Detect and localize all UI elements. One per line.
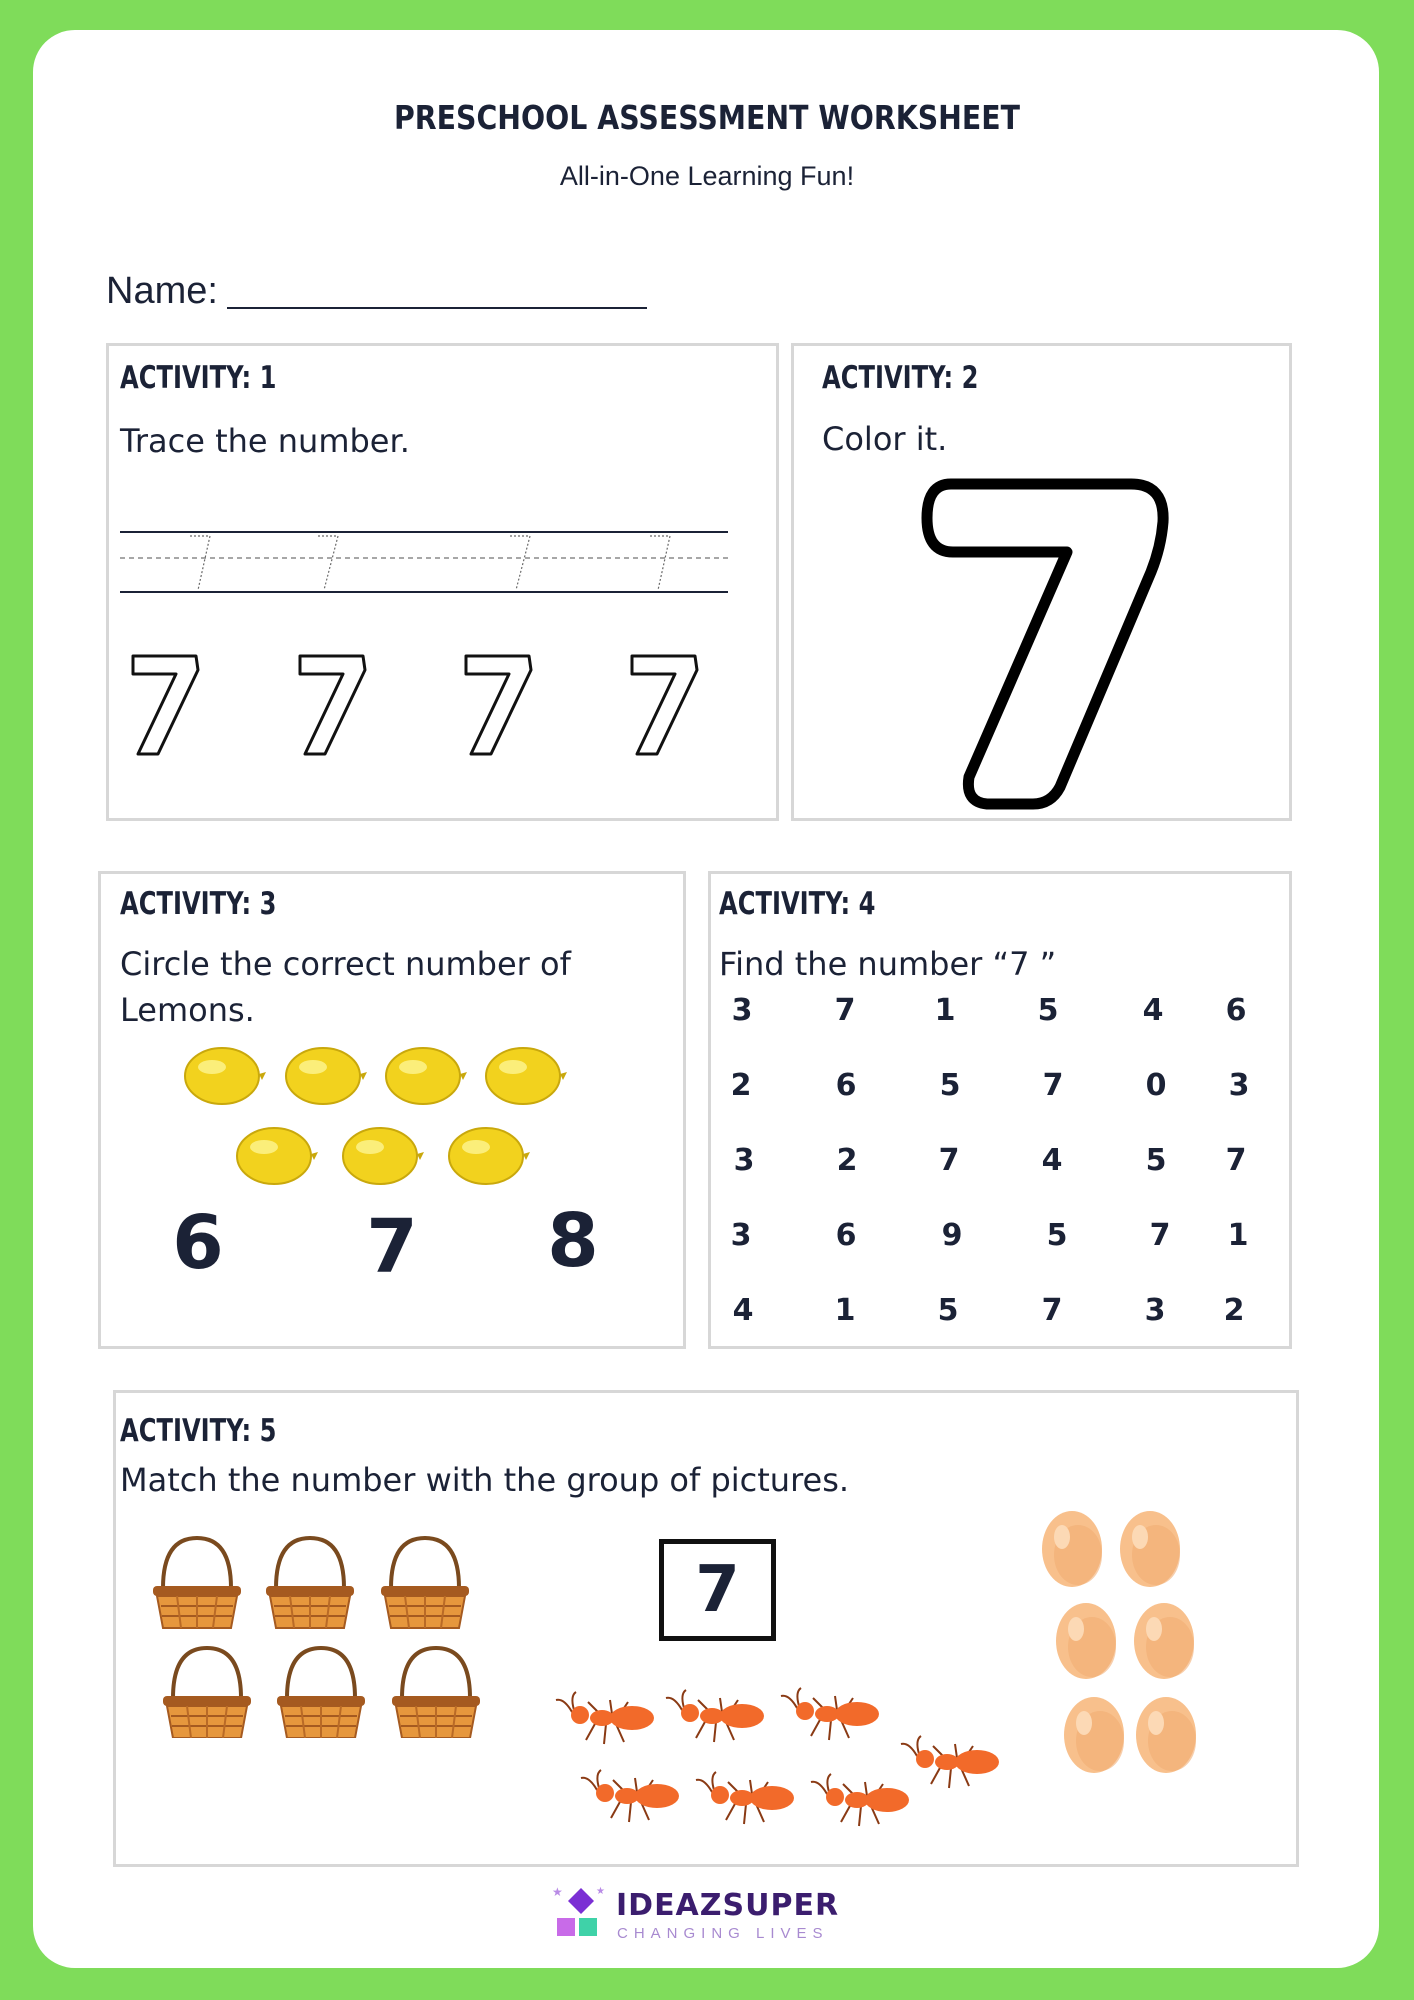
grid-number[interactable]: 3 <box>731 993 753 1028</box>
name-label: Name: <box>106 270 218 312</box>
svg-text:★: ★ <box>552 1885 563 1899</box>
grid-number[interactable]: 5 <box>937 1293 959 1328</box>
activity-5-instruction: Match the number with the group of pictures. <box>120 1461 850 1499</box>
grid-number[interactable]: 4 <box>1142 993 1164 1028</box>
activity-2-title: ACTIVITY: 2 <box>822 360 979 396</box>
basket-icon <box>266 1538 354 1628</box>
svg-text:★: ★ <box>596 1886 605 1897</box>
grid-number[interactable]: 7 <box>1041 1293 1063 1328</box>
lemon-icon <box>286 1048 367 1104</box>
grid-number[interactable]: 1 <box>834 1293 856 1328</box>
basket-icon <box>153 1538 241 1628</box>
egg-icon <box>1064 1697 1124 1773</box>
page-title: PRESCHOOL ASSESSMENT WORKSHEET <box>393 98 1021 137</box>
grid-number[interactable]: 5 <box>939 1068 961 1103</box>
basket-icon <box>163 1648 251 1738</box>
activity-3-title: ACTIVITY: 3 <box>120 886 277 922</box>
grid-number[interactable]: 0 <box>1145 1068 1167 1103</box>
grid-number[interactable]: 5 <box>1037 993 1059 1028</box>
lemons-group <box>180 1040 580 1190</box>
grid-number[interactable]: 9 <box>941 1218 963 1253</box>
ant-icon <box>581 1770 679 1822</box>
egg-icon <box>1134 1603 1194 1679</box>
grid-number[interactable]: 2 <box>730 1068 752 1103</box>
choice-8[interactable]: 8 <box>547 1198 599 1284</box>
choice-7[interactable]: 7 <box>366 1204 418 1290</box>
grid-number[interactable]: 3 <box>733 1143 755 1178</box>
grid-number[interactable]: 5 <box>1046 1218 1068 1253</box>
grid-number[interactable]: 1 <box>1227 1218 1249 1253</box>
grid-number[interactable]: 4 <box>732 1293 754 1328</box>
name-field[interactable] <box>227 307 647 309</box>
grid-number[interactable]: 1 <box>934 993 956 1028</box>
grid-number[interactable]: 3 <box>1144 1293 1166 1328</box>
ideazsuper-logo-icon <box>548 1882 610 1942</box>
activity-1-title: ACTIVITY: 1 <box>120 360 277 396</box>
grid-number[interactable]: 6 <box>1225 993 1247 1028</box>
ant-icon <box>666 1690 764 1742</box>
egg-icon <box>1136 1697 1196 1773</box>
basket-icon <box>381 1538 469 1628</box>
outlined-sevens <box>128 650 708 760</box>
activity-3-instruction: Circle the correct number of Lemons. <box>120 945 571 1029</box>
grid-number[interactable]: 6 <box>835 1068 857 1103</box>
lemon-icon <box>343 1128 424 1184</box>
grid-number[interactable]: 7 <box>938 1143 960 1178</box>
page-subtitle: All-in-One Learning Fun! <box>559 161 855 191</box>
big-seven-outline[interactable] <box>915 472 1175 812</box>
match-number-box[interactable]: 7 <box>659 1539 776 1641</box>
footer-brand: IDEAZSUPER <box>616 1888 840 1923</box>
ant-icon <box>556 1692 654 1744</box>
grid-number[interactable]: 3 <box>730 1218 752 1253</box>
ant-icon <box>696 1772 794 1824</box>
eggs-group[interactable] <box>1030 1505 1210 1785</box>
activity-5-title: ACTIVITY: 5 <box>120 1413 277 1449</box>
ant-icon <box>781 1688 879 1740</box>
ant-icon <box>811 1774 909 1826</box>
activity-4-instruction: Find the number “7 ” <box>719 945 1057 983</box>
grid-number[interactable]: 7 <box>834 993 856 1028</box>
grid-number[interactable]: 7 <box>1042 1068 1064 1103</box>
grid-number[interactable]: 2 <box>836 1143 858 1178</box>
grid-number[interactable]: 5 <box>1145 1143 1167 1178</box>
basket-icon <box>277 1648 365 1738</box>
grid-number[interactable]: 3 <box>1228 1068 1250 1103</box>
grid-number[interactable]: 7 <box>1225 1143 1247 1178</box>
basket-icon <box>392 1648 480 1738</box>
lemon-icon <box>185 1048 266 1104</box>
tracing-lines[interactable] <box>118 518 730 598</box>
ants-group[interactable] <box>540 1680 1010 1840</box>
egg-icon <box>1042 1511 1102 1587</box>
grid-number[interactable]: 6 <box>835 1218 857 1253</box>
grid-number[interactable]: 4 <box>1041 1143 1063 1178</box>
ant-icon <box>901 1736 999 1788</box>
footer-tagline: CHANGING LIVES <box>617 1925 829 1942</box>
activity-1-instruction: Trace the number. <box>120 422 410 460</box>
egg-icon <box>1056 1603 1116 1679</box>
lemon-icon <box>486 1048 567 1104</box>
grid-number[interactable]: 2 <box>1223 1293 1245 1328</box>
grid-number[interactable]: 7 <box>1149 1218 1171 1253</box>
activity-4-title: ACTIVITY: 4 <box>719 886 876 922</box>
egg-icon <box>1120 1511 1180 1587</box>
choice-6[interactable]: 6 <box>172 1200 224 1286</box>
baskets-group[interactable] <box>145 1528 485 1738</box>
lemon-icon <box>449 1128 530 1184</box>
activity-2-instruction: Color it. <box>822 420 948 458</box>
lemon-icon <box>386 1048 467 1104</box>
lemon-icon <box>237 1128 318 1184</box>
